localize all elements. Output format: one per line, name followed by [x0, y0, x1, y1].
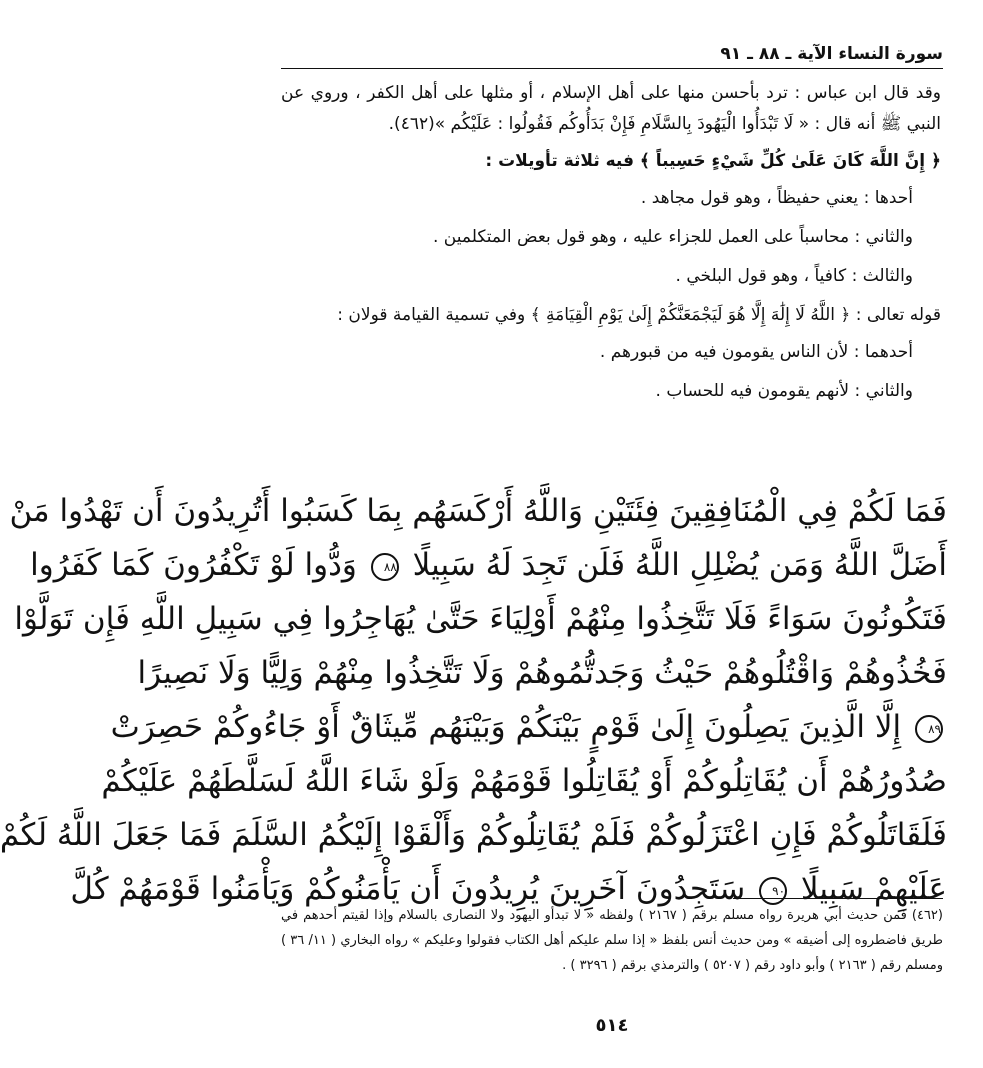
- quran-line: فَخُذُوهُمْ وَاقْتُلُوهُمْ حَيْثُ وَجَدتُّمُوهُمْ وَلَا تَتَّخِذُوا مِنْهُمْ وَلِيًّا وَلَا نَصِيرًا: [137, 655, 947, 691]
- quran-line: أَضَلَّ اللَّهُ وَمَن يُضْلِلِ اللَّهُ فَلَن تَجِدَ لَهُ سَبِيلًا ٨٨ وَدُّوا لَوْ تَكْفُرُونَ كَمَا كَفَرُوا: [30, 547, 947, 583]
- quran-text-block: [0, 484, 947, 916]
- qiyamah-opinion-two: والثاني : لأنهم يقومون فيه للحساب .: [655, 381, 913, 401]
- footnote-462: (٤٦٢) فمن حديث أبي هريرة رواه مسلم برقم ( ٢١٦٧ ) ولفظه « لا تبدأو اليهود ولا النصارى بالسلام وإذا لقيتم أحدهم في طريق فاضطروه إلى أضيقه » ومن حديث أنس بلفظ « إذا سلم عليكم أهل الكتاب فقولوا وعليكم » رواه البخاري ( ١١/ ٣٦ ) ومسلم رقم ( ٢١٦٣ ) وأبو داود رقم ( ٥٢٠٧ ) والترمذي برقم ( ٣٢٩٦ ) .: [281, 908, 943, 973]
- surah-verse-heading: سورة النساء الآية ـ ٨٨ ـ ٩١: [720, 44, 943, 64]
- footnote-divider: [733, 898, 943, 899]
- quran-line: صُدُورُهُمْ أَن يُقَاتِلُوكُمْ أَوْ يُقَاتِلُوا قَوْمَهُمْ وَلَوْ شَاءَ اللَّهُ لَسَلَّطَهُمْ عَلَيْكُمْ: [101, 763, 947, 799]
- quran-line: فَمَا لَكُمْ فِي الْمُنَافِقِينَ فِئَتَيْنِ وَاللَّهُ أَرْكَسَهُم بِمَا كَسَبُوا أَتُرِيدُونَ أَن تَهْدُوا مَنْ: [9, 493, 947, 529]
- footnotes: [281, 903, 943, 978]
- verse-quote-qiyamah: قوله تعالى : ﴿ اللَّهُ لَا إِلَٰهَ إِلَّا هُوَ لَيَجْمَعَنَّكُمْ إِلَىٰ يَوْمِ الْقِيَامَةِ ﴾ وفي تسمية القيامة قولان :: [337, 305, 941, 325]
- quran-line: عَلَيْهِمْ سَبِيلًا ٩٠ سَتَجِدُونَ آخَرِينَ يُرِيدُونَ أَن يَأْمَنُوكُمْ وَيَأْمَنُوا قَوْمَهُمْ كُلَّ: [70, 871, 947, 907]
- quran-line: فَلَقَاتَلُوكُمْ فَإِنِ اعْتَزَلُوكُمْ فَلَمْ يُقَاتِلُوكُمْ وَأَلْقَوْا إِلَيْكُمُ السَّلَمَ فَمَا جَعَلَ اللَّهُ لَكُمْ: [0, 817, 947, 853]
- interpretation-one: أحدها : يعني حفيظاً ، وهو قول مجاهد .: [640, 188, 913, 208]
- interpretation-three: والثالث : كافياً ، وهو قول البلخي .: [675, 266, 913, 286]
- qiyamah-opinion-one: أحدهما : لأن الناس يقومون فيه من قبورهم .: [599, 342, 913, 362]
- ayah-number-marker: ٩٠: [759, 877, 787, 905]
- ibn-abbas-paragraph: وقد قال ابن عباس : ترد بأحسن منها على أهل الإسلام ، أو مثلها على أهل الكفر ، وروي عن النبي ﷺ أنه قال : « لَا تَبْدَأُوا الْيَهُودَ بِالسَّلَامِ فَإِنْ بَدَأُوكُم فَقُولُوا : عَلَيْكُم »(٤٦٢).: [281, 83, 941, 134]
- quran-line: فَتَكُونُونَ سَوَاءً فَلَا تَتَّخِذُوا مِنْهُمْ أَوْلِيَاءَ حَتَّىٰ يُهَاجِرُوا فِي سَبِيلِ اللَّهِ فَإِن تَوَلَّوْا: [14, 601, 947, 637]
- ayah-number-marker: ٨٨: [371, 553, 399, 581]
- ayah-number-marker: ٨٩: [915, 715, 943, 743]
- running-header: [281, 34, 943, 64]
- commentary-text: [281, 78, 941, 415]
- page-number: ٥١٤: [595, 1015, 629, 1036]
- quran-line: ٨٩ إِلَّا الَّذِينَ يَصِلُونَ إِلَىٰ قَوْمٍ بَيْنَكُمْ وَبَيْنَهُم مِّيثَاقٌ أَوْ جَاءُوكُمْ حَصِرَتْ: [110, 709, 941, 745]
- header-divider: [281, 68, 943, 69]
- interpretation-two: والثاني : محاسباً على العمل للجزاء عليه ، وهو قول بعض المتكلمين .: [433, 227, 913, 247]
- verse-quote-hasiba: ﴿ إِنَّ اللَّهَ كَانَ عَلَىٰ كُلِّ شَيْءٍ حَسِيباً ﴾ فيه ثلاثة تأويلات :: [485, 151, 941, 171]
